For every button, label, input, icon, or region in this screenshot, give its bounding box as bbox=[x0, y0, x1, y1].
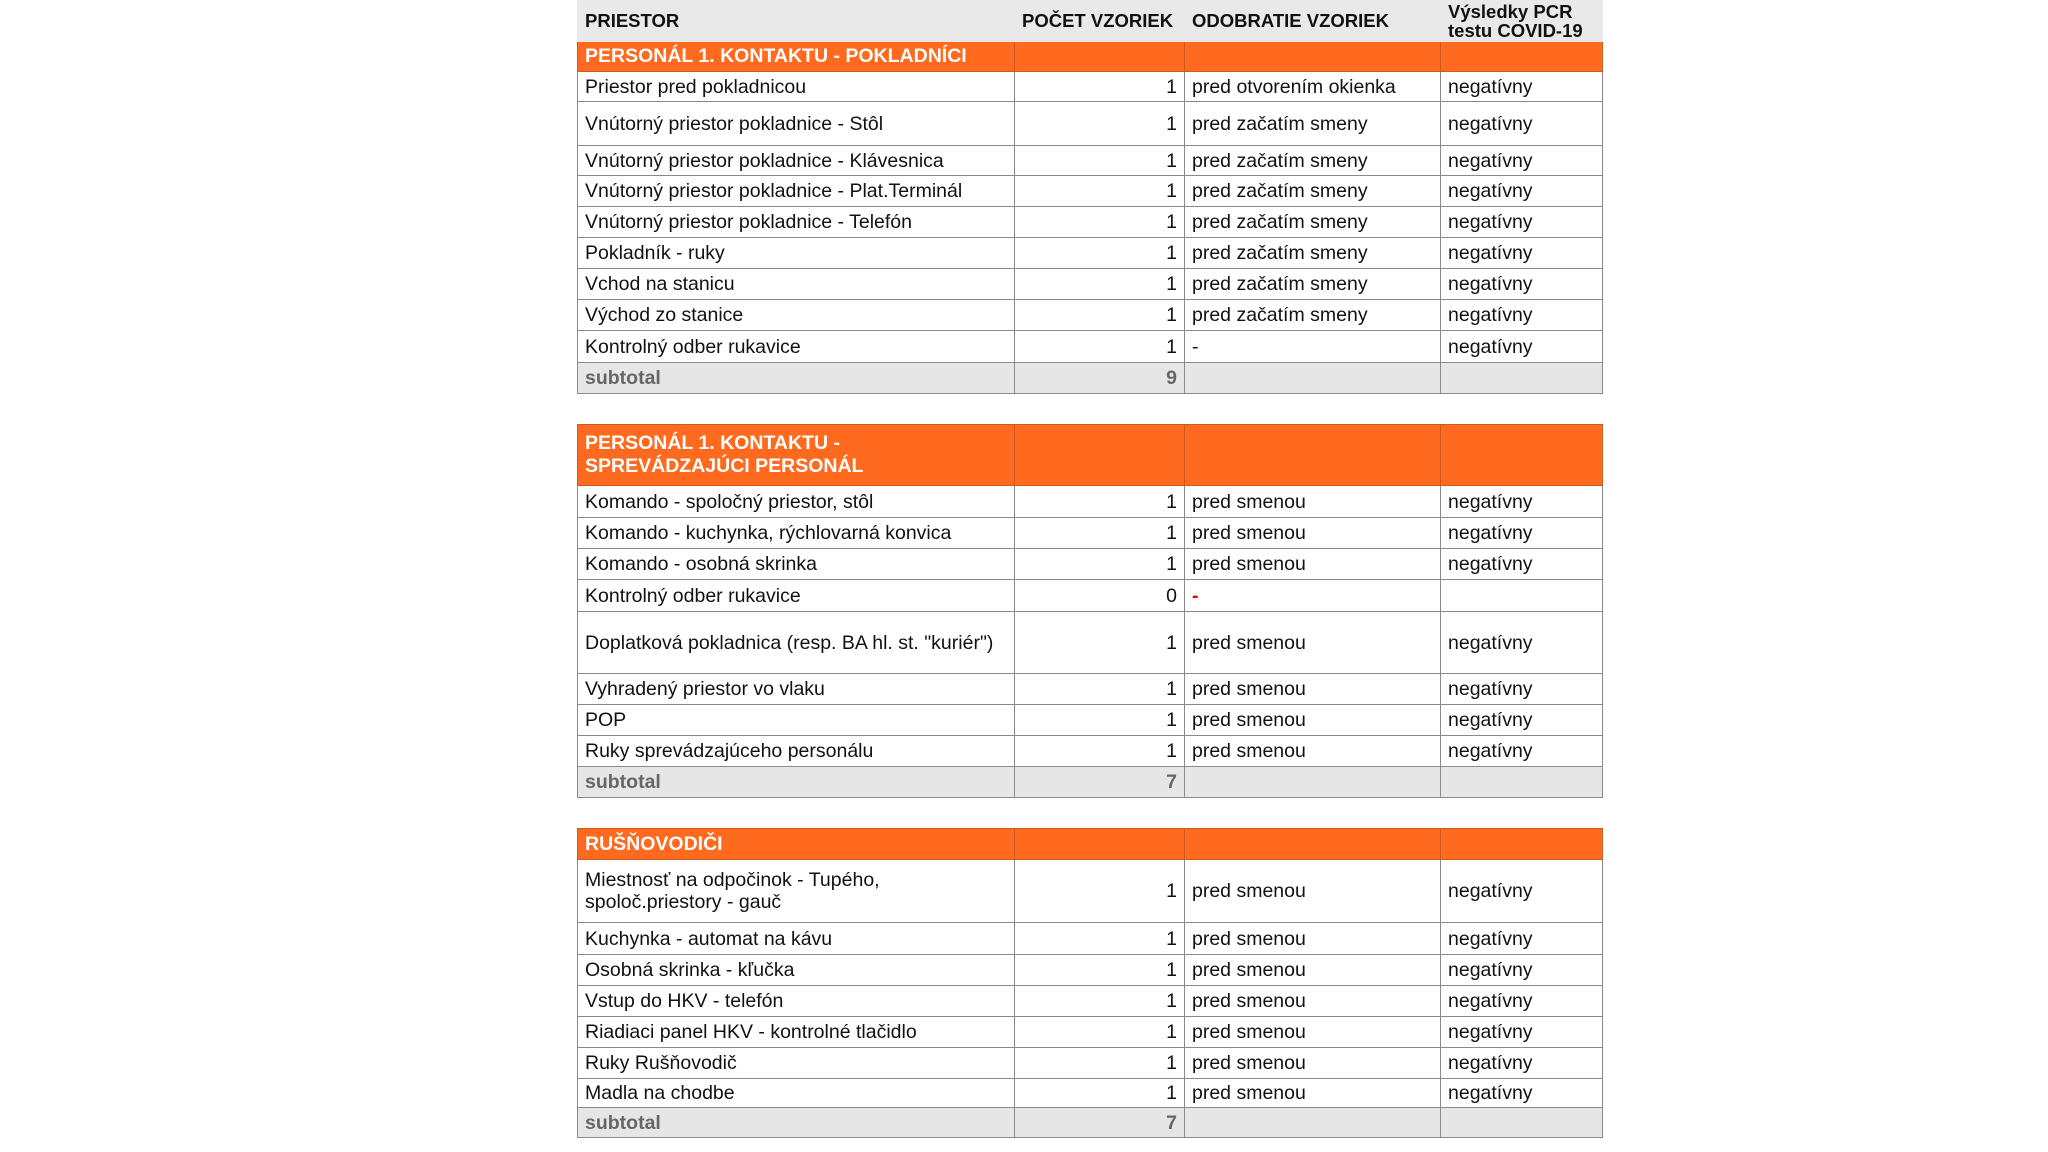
cell-when: pred smenou bbox=[1185, 486, 1441, 518]
cell-when: pred začatím smeny bbox=[1185, 300, 1441, 331]
cell-result: negatívny bbox=[1441, 102, 1603, 146]
table-row bbox=[578, 549, 1603, 580]
table-row bbox=[578, 238, 1603, 269]
cell-when: pred smenou bbox=[1185, 923, 1441, 955]
cell-result: negatívny bbox=[1441, 207, 1603, 238]
cell-place: POP bbox=[578, 705, 1015, 736]
header-odobratie-vzoriek: ODOBRATIE VZORIEK bbox=[1185, 1, 1441, 42]
cell-when: pred začatím smeny bbox=[1185, 238, 1441, 269]
cell-result: negatívny bbox=[1441, 1048, 1603, 1079]
cell-result: negatívny bbox=[1441, 146, 1603, 176]
cell-result: negatívny bbox=[1441, 269, 1603, 300]
header-vysledky-pcr: Výsledky PCR testu COVID-19 bbox=[1441, 1, 1603, 42]
table-row bbox=[578, 955, 1603, 986]
cell-result: negatívny bbox=[1441, 705, 1603, 736]
cell-place: Vchod na stanicu bbox=[578, 269, 1015, 300]
cell-result: negatívny bbox=[1441, 72, 1603, 102]
cell-result: negatívny bbox=[1441, 955, 1603, 986]
cell-when: pred smenou bbox=[1185, 674, 1441, 705]
cell-place: Riadiaci panel HKV - kontrolné tlačidlo bbox=[578, 1017, 1015, 1048]
cell-place: Ruky Rušňovodič bbox=[578, 1048, 1015, 1079]
table-row bbox=[578, 923, 1603, 955]
cell-when: pred začatím smeny bbox=[1185, 102, 1441, 146]
cell-when: pred smenou bbox=[1185, 518, 1441, 549]
subtotal-value: 7 bbox=[1015, 767, 1185, 798]
cell-when: pred smenou bbox=[1185, 736, 1441, 767]
cell-result: negatívny bbox=[1441, 549, 1603, 580]
section-title: PERSONÁL 1. KONTAKTU - SPREVÁDZAJÚCI PERSONÁL bbox=[578, 425, 1015, 486]
cell-count: 1 bbox=[1015, 207, 1185, 238]
cell-when: pred začatím smeny bbox=[1185, 176, 1441, 207]
cell-when: pred smenou bbox=[1185, 1079, 1441, 1108]
cell-when: pred smenou bbox=[1185, 1017, 1441, 1048]
cell-count: 1 bbox=[1015, 518, 1185, 549]
table-row bbox=[578, 1048, 1603, 1079]
cell-place: Pokladník - ruky bbox=[578, 238, 1015, 269]
cell-result: negatívny bbox=[1441, 331, 1603, 363]
covid-sampling-sheet bbox=[577, 0, 1602, 1138]
cell-place: Komando - osobná skrinka bbox=[578, 549, 1015, 580]
cell-when: pred smenou bbox=[1185, 860, 1441, 923]
subtotal-row bbox=[578, 1108, 1603, 1138]
cell-count: 1 bbox=[1015, 146, 1185, 176]
table-row bbox=[578, 1017, 1603, 1048]
cell-count: 1 bbox=[1015, 176, 1185, 207]
table-row bbox=[578, 986, 1603, 1017]
cell-when: pred otvorením okienka bbox=[1185, 72, 1441, 102]
cell-count: 1 bbox=[1015, 486, 1185, 518]
cell-place: Kontrolný odber rukavice bbox=[578, 580, 1015, 612]
subtotal-value: 9 bbox=[1015, 363, 1185, 394]
cell-count: 1 bbox=[1015, 549, 1185, 580]
table-row bbox=[578, 860, 1603, 923]
cell-count: 1 bbox=[1015, 102, 1185, 146]
subtotal-value: 7 bbox=[1015, 1108, 1185, 1138]
subtotal-label: subtotal bbox=[578, 1108, 1015, 1138]
cell-result: negatívny bbox=[1441, 486, 1603, 518]
cell-result: negatívny bbox=[1441, 736, 1603, 767]
table-row bbox=[578, 146, 1603, 176]
section-title-row bbox=[578, 425, 1603, 486]
table-row bbox=[578, 705, 1603, 736]
sampling-table bbox=[577, 0, 1603, 1138]
cell-place: Vyhradený priestor vo vlaku bbox=[578, 674, 1015, 705]
table-row bbox=[578, 300, 1603, 331]
cell-when: pred smenou bbox=[1185, 705, 1441, 736]
table-row bbox=[578, 674, 1603, 705]
cell-result: negatívny bbox=[1441, 1017, 1603, 1048]
cell-result: negatívny bbox=[1441, 238, 1603, 269]
cell-place: Komando - kuchynka, rýchlovarná konvica bbox=[578, 518, 1015, 549]
cell-count: 1 bbox=[1015, 1048, 1185, 1079]
section-title-row bbox=[578, 42, 1603, 72]
table-row bbox=[578, 207, 1603, 238]
cell-when: - bbox=[1185, 580, 1441, 612]
cell-place: Ruky sprevádzajúceho personálu bbox=[578, 736, 1015, 767]
cell-place: Priestor pred pokladnicou bbox=[578, 72, 1015, 102]
cell-result: negatívny bbox=[1441, 923, 1603, 955]
cell-place: Miestnosť na odpočinok - Tupého, spoloč.priestory - gauč bbox=[578, 860, 1015, 923]
cell-place: Vnútorný priestor pokladnice - Stôl bbox=[578, 102, 1015, 146]
cell-count: 1 bbox=[1015, 986, 1185, 1017]
cell-place: Osobná skrinka - kľučka bbox=[578, 955, 1015, 986]
cell-place: Doplatková pokladnica (resp. BA hl. st. "kuriér") bbox=[578, 612, 1015, 674]
subtotal-label: subtotal bbox=[578, 767, 1015, 798]
cell-place: Vnútorný priestor pokladnice - Klávesnica bbox=[578, 146, 1015, 176]
cell-place: Kuchynka - automat na kávu bbox=[578, 923, 1015, 955]
cell-when: pred začatím smeny bbox=[1185, 146, 1441, 176]
table-row bbox=[578, 518, 1603, 549]
section-title: RUŠŇOVODIČI bbox=[578, 829, 1015, 860]
cell-count: 0 bbox=[1015, 580, 1185, 612]
table-row bbox=[578, 580, 1603, 612]
cell-place: Východ zo stanice bbox=[578, 300, 1015, 331]
cell-when: pred začatím smeny bbox=[1185, 269, 1441, 300]
table-row bbox=[578, 269, 1603, 300]
header-pocet-vzoriek: POČET VZORIEK bbox=[1015, 1, 1185, 42]
cell-result: negatívny bbox=[1441, 674, 1603, 705]
cell-when: pred smenou bbox=[1185, 1048, 1441, 1079]
cell-when: pred smenou bbox=[1185, 986, 1441, 1017]
cell-result: negatívny bbox=[1441, 1079, 1603, 1108]
subtotal-row bbox=[578, 363, 1603, 394]
cell-result bbox=[1441, 580, 1603, 612]
section-title: PERSONÁL 1. KONTAKTU - POKLADNÍCI bbox=[578, 42, 1015, 72]
cell-when: - bbox=[1185, 331, 1441, 363]
cell-when: pred začatím smeny bbox=[1185, 207, 1441, 238]
table-row bbox=[578, 612, 1603, 674]
cell-count: 1 bbox=[1015, 705, 1185, 736]
subtotal-label: subtotal bbox=[578, 363, 1015, 394]
table-row bbox=[578, 72, 1603, 102]
cell-count: 1 bbox=[1015, 269, 1185, 300]
table-row bbox=[578, 736, 1603, 767]
cell-result: negatívny bbox=[1441, 176, 1603, 207]
cell-place: Vstup do HKV - telefón bbox=[578, 986, 1015, 1017]
cell-place: Madla na chodbe bbox=[578, 1079, 1015, 1108]
cell-when: pred smenou bbox=[1185, 955, 1441, 986]
cell-count: 1 bbox=[1015, 612, 1185, 674]
table-row bbox=[578, 331, 1603, 363]
table-row bbox=[578, 102, 1603, 146]
cell-place: Komando - spoločný priestor, stôl bbox=[578, 486, 1015, 518]
cell-count: 1 bbox=[1015, 1079, 1185, 1108]
header-priestor: PRIESTOR bbox=[578, 1, 1015, 42]
table-row bbox=[578, 176, 1603, 207]
subtotal-row bbox=[578, 767, 1603, 798]
cell-result: negatívny bbox=[1441, 518, 1603, 549]
cell-place: Vnútorný priestor pokladnice - Plat.Terminál bbox=[578, 176, 1015, 207]
cell-count: 1 bbox=[1015, 674, 1185, 705]
cell-count: 1 bbox=[1015, 736, 1185, 767]
cell-count: 1 bbox=[1015, 860, 1185, 923]
cell-count: 1 bbox=[1015, 955, 1185, 986]
cell-when: pred smenou bbox=[1185, 549, 1441, 580]
cell-result: negatívny bbox=[1441, 860, 1603, 923]
cell-count: 1 bbox=[1015, 238, 1185, 269]
cell-when: pred smenou bbox=[1185, 612, 1441, 674]
cell-result: negatívny bbox=[1441, 612, 1603, 674]
cell-count: 1 bbox=[1015, 923, 1185, 955]
cell-place: Kontrolný odber rukavice bbox=[578, 331, 1015, 363]
cell-place: Vnútorný priestor pokladnice - Telefón bbox=[578, 207, 1015, 238]
cell-result: negatívny bbox=[1441, 300, 1603, 331]
table-row bbox=[578, 486, 1603, 518]
cell-count: 1 bbox=[1015, 300, 1185, 331]
section-title-row bbox=[578, 829, 1603, 860]
cell-result: negatívny bbox=[1441, 986, 1603, 1017]
cell-count: 1 bbox=[1015, 1017, 1185, 1048]
cell-count: 1 bbox=[1015, 331, 1185, 363]
cell-count: 1 bbox=[1015, 72, 1185, 102]
table-row bbox=[578, 1079, 1603, 1108]
table-header-row bbox=[578, 1, 1603, 42]
